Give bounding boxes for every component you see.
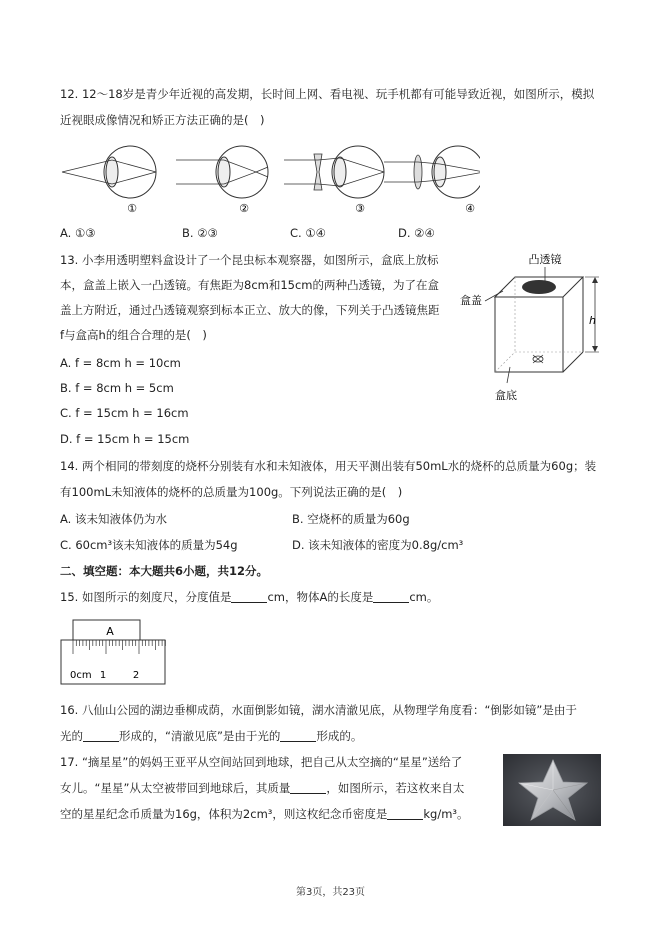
q17-line3 bbox=[60, 806, 469, 822]
q14-line1: 14. 两个相同的带刻度的烧杯分别装有水和未知液体，用天平测出装有50mL水的烧杯的总质量为60g；装 bbox=[60, 459, 597, 473]
ruler-ticks bbox=[73, 640, 165, 654]
eye-figure-4 bbox=[384, 146, 480, 215]
height-label: h bbox=[589, 314, 596, 327]
q16-line2-b: 形成的，“清澈见底”是由于光的 bbox=[119, 729, 281, 743]
q17-line2-b: ，如图所示，若这枚来自太 bbox=[326, 781, 465, 795]
tick-label-2: 2 bbox=[132, 670, 140, 681]
q15-blank-2[interactable] bbox=[373, 590, 409, 603]
q17-line3-a: 空的星星纪念币质量为16g，体积为2cm³，则这枚纪念币密度是 bbox=[60, 807, 388, 821]
q16-blank-2[interactable] bbox=[280, 729, 316, 742]
q17-line2 bbox=[60, 780, 464, 796]
q17-line1: 17. “摘星星”的妈妈王亚平从空间站回到地球，把自己从太空摘的“星星”送给了 bbox=[60, 755, 463, 769]
fig-label-4: ④ bbox=[465, 202, 475, 215]
q16-line2 bbox=[60, 728, 362, 744]
q16-line1: 16. 八仙山公园的湖边垂柳成荫，水面倒影如镜，湖水清澈见底，从物理学角度看：“倒影如镜”是由于 bbox=[60, 703, 577, 717]
page-footer: 第3页，共23页 bbox=[295, 887, 366, 898]
q12-option-b: B. ②③ bbox=[182, 226, 218, 240]
q13-line3: 盖上方附近，通过凸透镜观察到标本正立、放大的像，下列关于凸透镜焦距 bbox=[60, 303, 440, 317]
q14-option-d: D. 该未知液体的密度为0.8g/cm³ bbox=[292, 538, 464, 552]
q16-line2-a: 光的 bbox=[60, 729, 83, 743]
q12-line1: 12. 12～18岁是青少年近视的高发期，长时间上网、看电视、玩手机都有可能导致近视，如图所示，模拟 bbox=[60, 87, 595, 101]
eye-figure-1 bbox=[62, 146, 156, 215]
q13-option-d: D. f = 15cm h = 15cm bbox=[60, 432, 190, 446]
q15-part3: cm。 bbox=[409, 590, 439, 604]
q17-blank-1[interactable] bbox=[290, 781, 326, 794]
tick-label-0: 0cm bbox=[70, 670, 92, 681]
q13-line2: 本，盒盖上嵌入一凸透镜。有焦距为8cm和15cm的两种凸透镜，为了在盒 bbox=[60, 278, 439, 292]
eye-figure-3 bbox=[284, 146, 384, 215]
q12-option-d: D. ②④ bbox=[398, 226, 435, 240]
q12-eye-figures bbox=[60, 142, 480, 220]
q14-option-b: B. 空烧杯的质量为60g bbox=[292, 512, 410, 526]
q17-line3-b: kg/m³。 bbox=[423, 807, 469, 821]
q14-option-c: C. 60cm³该未知液体的质量为54g bbox=[60, 538, 238, 552]
fig-label-1: ① bbox=[127, 202, 137, 215]
q15-ruler-figure bbox=[60, 616, 170, 688]
bottom-label: 盒底 bbox=[495, 389, 517, 402]
q15-blank-1[interactable] bbox=[231, 590, 267, 603]
q14-line2: 有100mL未知液体的烧杯的总质量为100g。下列说法正确的是( ) bbox=[60, 485, 403, 499]
q13-line1: 13. 小李用透明塑料盒设计了一个昆虫标本观察器，如图所示，盒底上放标 bbox=[60, 253, 439, 267]
q15-text bbox=[60, 589, 438, 605]
object-a-label: A bbox=[106, 625, 114, 638]
q12-line2: 近视眼成像情况和矫正方法正确的是( ) bbox=[60, 113, 265, 127]
q17-blank-2[interactable] bbox=[387, 807, 423, 820]
q13-box-figure bbox=[455, 247, 615, 409]
tick-label-1: 1 bbox=[99, 670, 107, 681]
q15-part2: cm，物体A的长度是 bbox=[267, 590, 374, 604]
q12-option-a: A. ①③ bbox=[60, 226, 96, 240]
q16-line2-c: 形成的。 bbox=[316, 729, 363, 743]
q14-option-a: A. 该未知液体仍为水 bbox=[60, 512, 167, 526]
eye-figure-2 bbox=[176, 146, 268, 215]
q13-option-c: C. f = 15cm h = 16cm bbox=[60, 406, 189, 420]
q13-option-a: A. f = 8cm h = 10cm bbox=[60, 356, 181, 370]
star-coin-photo bbox=[503, 754, 601, 826]
q12-option-c: C. ①④ bbox=[290, 226, 326, 240]
q16-blank-1[interactable] bbox=[83, 729, 119, 742]
section-title: 二、填空题：本大题共6小题，共12分。 bbox=[60, 564, 269, 578]
insect-icon bbox=[533, 355, 543, 363]
lid-label: 盒盖 bbox=[460, 294, 482, 307]
q17-line2-a: 女儿。“星星”从太空被带回到地球后，其质量 bbox=[60, 781, 291, 795]
fig-label-2: ② bbox=[239, 202, 249, 215]
fig-label-3: ③ bbox=[355, 202, 365, 215]
lens-label: 凸透镜 bbox=[528, 253, 562, 266]
q15-part1: 15. 如图所示的刻度尺，分度值是 bbox=[60, 590, 232, 604]
q13-option-b: B. f = 8cm h = 5cm bbox=[60, 381, 174, 395]
q13-line4: f与盒高h的组合合理的是( ) bbox=[60, 328, 207, 342]
